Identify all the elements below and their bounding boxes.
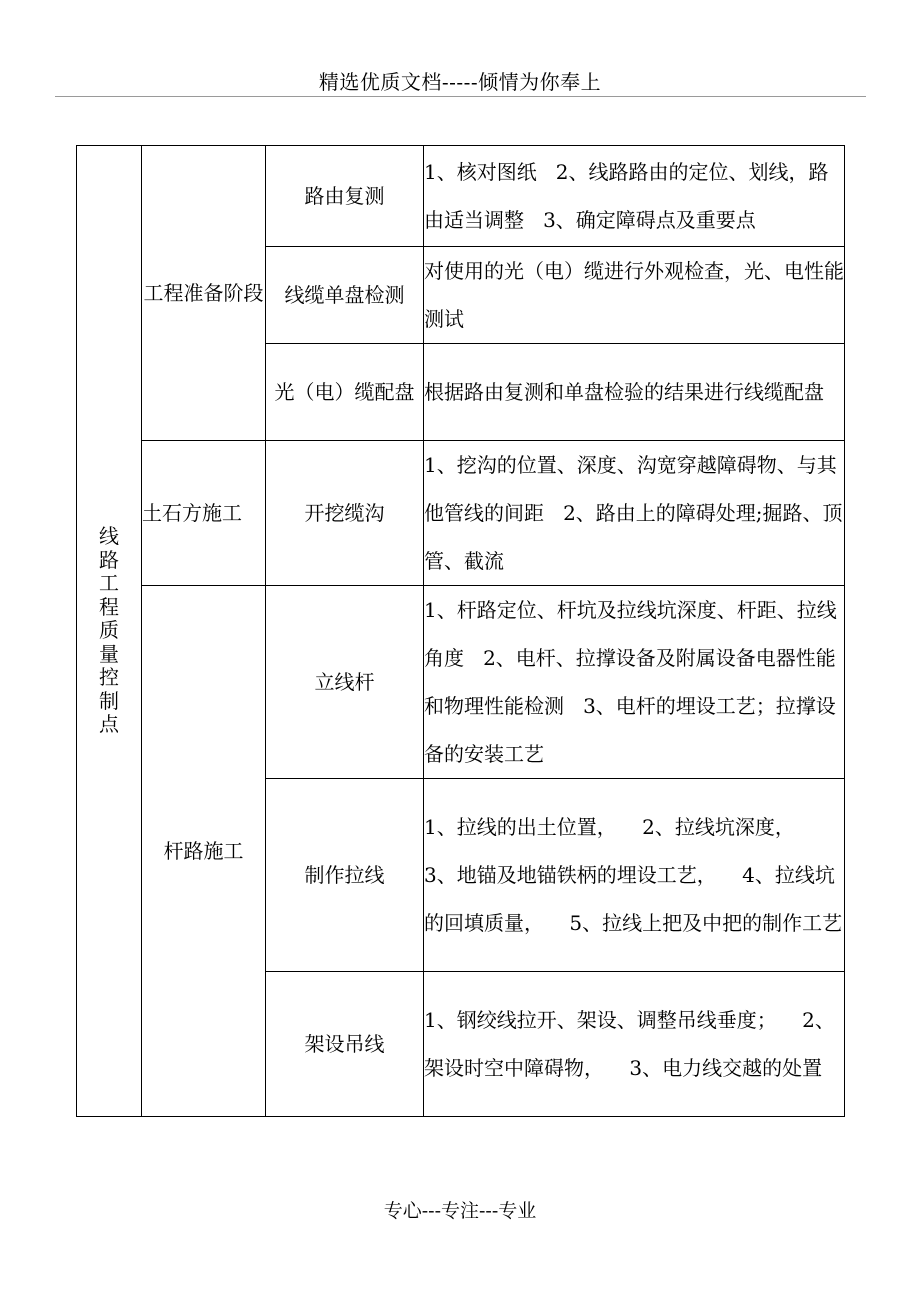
item-description: 1、拉线的出土位置， 2、拉线坑深度， 3、地锚及地锚铁柄的埋设工艺， 4、拉线坑的回填质量， 5、拉线上把及中把的制作工艺 xyxy=(424,815,843,935)
page-footer: 专心---专注---专业 xyxy=(383,1200,537,1222)
item-description: 1、杆路定位、杆坑及拉线坑深度、杆距、拉线角度 2、电杆、拉撑设备及附属设备电器性能和物理性能检测 3、电杆的埋设工艺；拉撑设备的安装工艺 xyxy=(424,598,837,766)
item-label: 立线杆 xyxy=(314,670,375,694)
stage-cell xyxy=(142,441,266,586)
desc-cell xyxy=(424,972,845,1117)
item-cell xyxy=(266,146,424,247)
table-row xyxy=(77,146,845,247)
item-label: 制作拉线 xyxy=(304,863,385,887)
desc-cell xyxy=(424,586,845,779)
desc-cell xyxy=(424,146,845,247)
category-cell xyxy=(77,146,142,1117)
quality-control-table xyxy=(76,145,845,1117)
item-cell xyxy=(266,972,424,1117)
item-label: 架设吊线 xyxy=(304,1032,385,1056)
desc-cell xyxy=(424,441,845,586)
item-label: 开挖缆沟 xyxy=(304,501,385,525)
item-cell xyxy=(266,344,424,441)
item-label: 线缆单盘检测 xyxy=(284,283,405,307)
category-label: 线路工程质量控制点 xyxy=(99,524,119,737)
item-description: 1、核对图纸 2、线路路由的定位、划线，路由适当调整 3、确定障碍点及重要点 xyxy=(424,160,829,232)
item-description: 1、钢绞线拉开、架设、调整吊线垂度； 2、架设时空中障碍物， 3、电力线交越的处置 xyxy=(424,1008,835,1080)
item-description: 根据路由复测和单盘检验的结果进行线缆配盘 xyxy=(424,380,824,404)
desc-cell xyxy=(424,344,845,441)
item-description: 1、挖沟的位置、深度、沟宽穿越障碍物、与其他管线的间距 2、路由上的障碍处理;掘路、顶管、截流 xyxy=(424,453,843,573)
item-label: 光（电）缆配盘 xyxy=(274,380,415,404)
stage-cell xyxy=(142,586,266,1117)
item-description: 对使用的光（电）缆进行外观检查，光、电性能测试 xyxy=(424,259,844,331)
item-label: 路由复测 xyxy=(304,184,385,208)
item-cell xyxy=(266,441,424,586)
page-header: 精选优质文档-----倾情为你奉上 xyxy=(318,70,602,94)
desc-cell xyxy=(424,247,845,344)
stage-label: 土石方施工 xyxy=(142,501,242,525)
header-divider xyxy=(55,96,866,97)
stage-label: 杆路施工 xyxy=(163,839,244,863)
item-cell xyxy=(266,247,424,344)
stage-label: 工程准备阶段 xyxy=(143,281,264,305)
table-row xyxy=(77,586,845,779)
desc-cell xyxy=(424,779,845,972)
table-row xyxy=(77,441,845,586)
stage-cell xyxy=(142,146,266,441)
item-cell xyxy=(266,779,424,972)
item-cell xyxy=(266,586,424,779)
